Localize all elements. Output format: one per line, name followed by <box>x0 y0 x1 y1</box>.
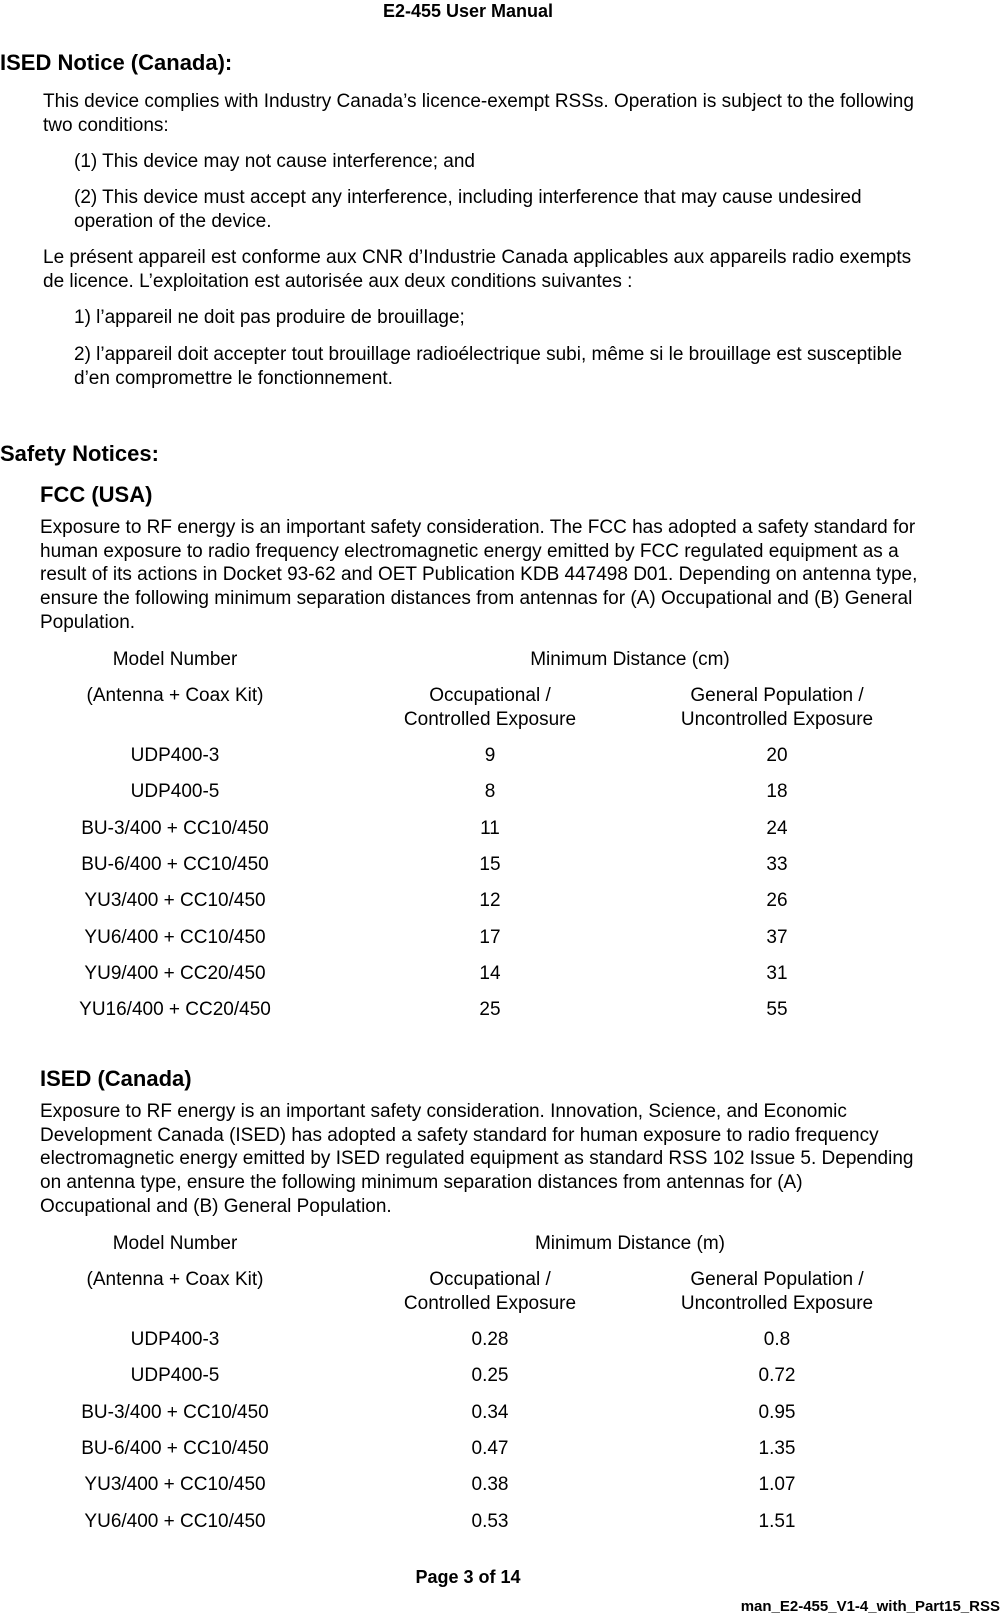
column-header-occupational: Controlled Exposure <box>403 1293 577 1314</box>
table-cell-occupational-distance: 0.34 <box>471 1401 509 1423</box>
paragraph-line: Development Canada (ISED) has adopted a safety standard for human exposure to radio frequency <box>40 1124 879 1146</box>
table-cell-general-distance: 0.72 <box>758 1365 796 1387</box>
paragraph-line: Population. <box>40 611 136 633</box>
ised-notice-heading: ISED Notice (Canada): <box>0 50 233 75</box>
ised-condition-1: (1) This device may not cause interference; and <box>74 151 475 172</box>
table-cell-general-distance: 18 <box>766 781 788 803</box>
column-header-general-population: Uncontrolled Exposure <box>680 709 874 730</box>
column-subheader-antenna-coax-kit: (Antenna + Coax Kit) <box>86 685 264 706</box>
column-header-general-population: General Population / <box>690 1269 864 1290</box>
document-id: man_E2-455_V1-4_with_Part15_RSS <box>740 1598 1000 1615</box>
table-cell-occupational-distance: 14 <box>479 962 501 984</box>
table-cell-occupational-distance: 0.28 <box>471 1329 509 1350</box>
column-header-general-population: General Population / <box>690 685 864 706</box>
table-cell-model: YU16/400 + CC20/450 <box>79 999 271 1021</box>
ised-fr-condition-2-line: d’en compromettre le fonctionnement. <box>74 368 393 389</box>
table-cell-model: BU-3/400 + CC10/450 <box>81 817 269 839</box>
table-cell-occupational-distance: 0.47 <box>471 1437 509 1459</box>
table-cell-model: UDP400-3 <box>130 1329 220 1350</box>
ised-safety-heading: ISED (Canada) <box>40 1066 192 1091</box>
fcc-heading: FCC (USA) <box>40 482 153 507</box>
ised-condition-2-line: operation of the device. <box>74 211 272 232</box>
table-cell-occupational-distance: 8 <box>484 781 496 803</box>
table-cell-occupational-distance: 25 <box>479 999 501 1021</box>
column-group-header-minimum-distance: Minimum Distance (m) <box>534 1233 726 1254</box>
table-cell-model: YU9/400 + CC20/450 <box>84 962 266 984</box>
paragraph-line: Occupational and (B) General Population. <box>40 1195 392 1217</box>
column-subheader-antenna-coax-kit: (Antenna + Coax Kit) <box>86 1269 264 1290</box>
paragraph-line: result of its actions in Docket 93-62 and OET Publication KDB 447498 D01. Depending on antenna type, <box>40 564 918 586</box>
paragraph-line: Exposure to RF energy is an important safety consideration. The FCC has adopted a safety standard for <box>40 517 916 538</box>
table-cell-general-distance: 20 <box>766 745 788 766</box>
table-cell-general-distance: 1.07 <box>758 1474 796 1496</box>
table-cell-occupational-distance: 0.38 <box>471 1474 509 1496</box>
ised-fr-condition-1: 1) l’appareil ne doit pas produire de brouillage; <box>74 307 465 328</box>
table-cell-model: UDP400-5 <box>130 781 220 803</box>
table-cell-occupational-distance: 0.53 <box>471 1510 509 1532</box>
table-cell-occupational-distance: 11 <box>480 817 500 839</box>
paragraph-line: on antenna type, ensure the following minimum separation distances from antennas for (A) <box>40 1172 803 1194</box>
column-header-occupational: Controlled Exposure <box>403 709 577 730</box>
safety-notices-heading: Safety Notices: <box>0 441 159 466</box>
column-header-model-number: Model Number <box>112 1233 238 1254</box>
table-cell-general-distance: 0.95 <box>758 1401 796 1423</box>
table-cell-model: BU-3/400 + CC10/450 <box>81 1401 269 1423</box>
table-cell-occupational-distance: 17 <box>479 926 501 948</box>
column-header-model-number: Model Number <box>112 649 238 670</box>
ised-fr-condition-2-line: 2) l’appareil doit accepter tout brouillage radioélectrique subi, même si le brouillage est susceptible <box>74 344 903 365</box>
ised-intro-line: This device complies with Industry Canada’s licence-exempt RSSs. Operation is subject to the following <box>43 91 914 112</box>
ised-intro-line: two conditions: <box>43 115 169 136</box>
column-header-occupational: Occupational / <box>429 685 551 706</box>
table-cell-general-distance: 1.35 <box>758 1437 796 1459</box>
ised-fr-intro-line: Le présent appareil est conforme aux CNR d’Industrie Canada applicables aux appareils radio exempts <box>43 247 912 268</box>
table-cell-occupational-distance: 15 <box>479 853 501 875</box>
paragraph-line: human exposure to radio frequency electromagnetic energy emitted by FCC regulated equipment as a <box>40 540 899 562</box>
table-cell-general-distance: 1.51 <box>758 1510 796 1532</box>
table-cell-model: BU-6/400 + CC10/450 <box>81 1437 269 1459</box>
table-cell-general-distance: 31 <box>766 962 788 984</box>
table-cell-general-distance: 33 <box>766 853 788 875</box>
table-cell-model: YU6/400 + CC10/450 <box>84 1510 266 1532</box>
column-header-occupational: Occupational / <box>429 1269 551 1290</box>
table-cell-occupational-distance: 9 <box>484 745 496 766</box>
table-cell-general-distance: 0.8 <box>763 1329 791 1350</box>
document-header-title: E2-455 User Manual <box>382 1 554 21</box>
ised-condition-2-line: (2) This device must accept any interference, including interference that may cause undesired <box>74 187 862 208</box>
column-header-general-population: Uncontrolled Exposure <box>680 1293 874 1314</box>
table-cell-model: UDP400-5 <box>130 1365 220 1387</box>
paragraph-line: electromagnetic energy emitted by ISED regulated equipment as standard RSS 102 Issue 5. Depending <box>40 1148 914 1170</box>
table-cell-general-distance: 26 <box>766 890 788 912</box>
table-cell-occupational-distance: 12 <box>479 890 501 912</box>
table-cell-model: UDP400-3 <box>130 745 220 766</box>
paragraph-line: ensure the following minimum separation distances from antennas for (A) Occupational and (B) General <box>40 588 913 610</box>
table-cell-model: YU3/400 + CC10/450 <box>84 1474 266 1496</box>
paragraph-line: Exposure to RF energy is an important safety consideration. Innovation, Science, and Economic <box>40 1101 847 1122</box>
ised-fr-intro-line: de licence. L’exploitation est autorisée aux deux conditions suivantes : <box>43 271 633 292</box>
table-cell-model: BU-6/400 + CC10/450 <box>81 853 269 875</box>
table-cell-model: YU3/400 + CC10/450 <box>84 890 266 912</box>
table-cell-model: YU6/400 + CC10/450 <box>84 926 266 948</box>
table-cell-general-distance: 24 <box>766 817 788 839</box>
column-group-header-minimum-distance: Minimum Distance (cm) <box>530 649 730 670</box>
table-cell-occupational-distance: 0.25 <box>471 1365 509 1387</box>
table-cell-general-distance: 55 <box>766 999 788 1021</box>
table-cell-general-distance: 37 <box>766 926 788 948</box>
page-number: Page 3 of 14 <box>415 1567 521 1587</box>
